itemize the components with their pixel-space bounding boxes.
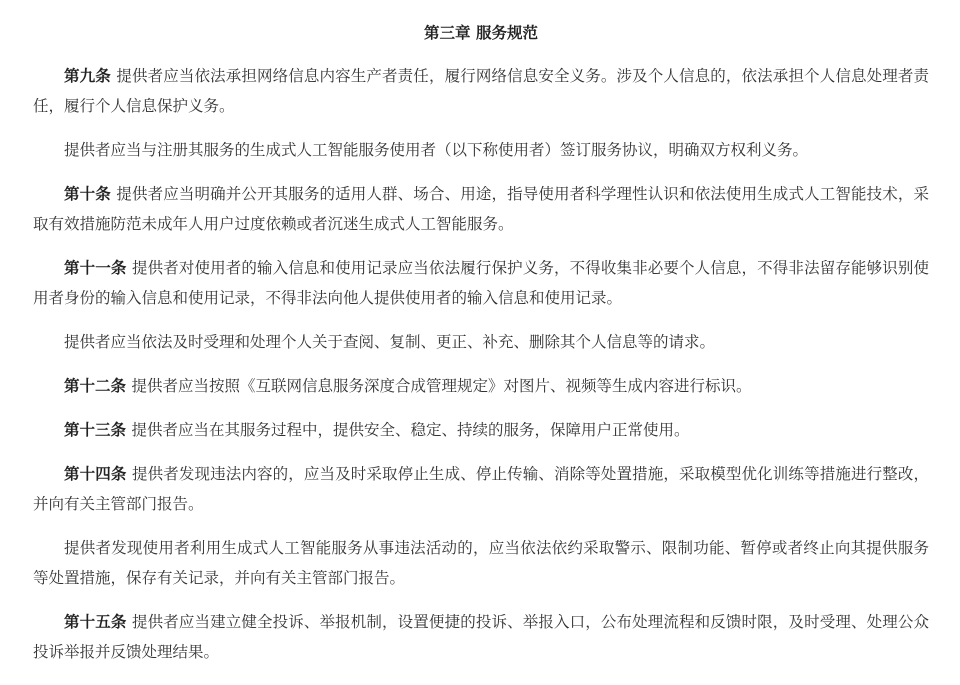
- article-text: 提供者应当明确并公开其服务的适用人群、场合、用途，指导使用者科学理性认识和依法使用生成式人工智能技术，采取有效措施防范未成年人用户过度依赖或者沉迷生成式人工智能服务。: [33, 185, 929, 233]
- article-text: 提供者应当按照《互联网信息服务深度合成管理规定》对图片、视频等生成内容进行标识。: [131, 377, 752, 395]
- article-label: 第十四条: [64, 465, 127, 483]
- article-9-paragraph-2: [33, 135, 929, 165]
- article-label: 第十条: [64, 185, 111, 203]
- chapter-title: 第三章 服务规范: [424, 24, 538, 42]
- article-text: 提供者对使用者的输入信息和使用记录应当依法履行保护义务，不得收集非必要个人信息，不得非法留存能够识别使用者身份的输入信息和使用记录，不得非法向他人提供使用者的输入信息和使用记录。: [33, 259, 929, 307]
- article-10: [33, 179, 929, 239]
- article-15: [33, 607, 929, 667]
- article-label: 第十一条: [64, 259, 127, 277]
- article-14: [33, 459, 929, 519]
- article-label: 第十二条: [64, 377, 127, 395]
- article-13: [33, 415, 929, 445]
- article-label: 第九条: [64, 67, 111, 85]
- article-14-paragraph-2: [33, 533, 929, 593]
- article-11: [33, 253, 929, 313]
- article-text: 提供者发现违法内容的，应当及时采取停止生成、停止传输、消除等处置措施，采取模型优化训练等措施进行整改，并向有关主管部门报告。: [33, 465, 929, 513]
- article-label: 第十五条: [64, 613, 127, 631]
- article-text: 提供者应当在其服务过程中，提供安全、稳定、持续的服务，保障用户正常使用。: [131, 421, 690, 439]
- article-11-paragraph-2: [33, 327, 929, 357]
- article-label: 第十三条: [64, 421, 127, 439]
- article-9: [33, 61, 929, 121]
- article-text: 提供者应当与注册其服务的生成式人工智能服务使用者（以下称使用者）签订服务协议，明确双方权利义务。: [64, 141, 809, 159]
- article-text: 提供者应当依法及时受理和处理个人关于查阅、复制、更正、补充、删除其个人信息等的请求。: [64, 333, 716, 351]
- article-text: 提供者应当建立健全投诉、举报机制，设置便捷的投诉、举报入口，公布处理流程和反馈时限，及时受理、处理公众投诉举报并反馈处理结果。: [33, 613, 929, 661]
- article-text: 提供者应当依法承担网络信息内容生产者责任，履行网络信息安全义务。涉及个人信息的，依法承担个人信息处理者责任，履行个人信息保护义务。: [33, 67, 929, 115]
- article-12: [33, 371, 929, 401]
- article-text: 提供者发现使用者利用生成式人工智能服务从事违法活动的，应当依法依约采取警示、限制功能、暂停或者终止向其提供服务等处置措施，保存有关记录，并向有关主管部门报告。: [33, 539, 929, 587]
